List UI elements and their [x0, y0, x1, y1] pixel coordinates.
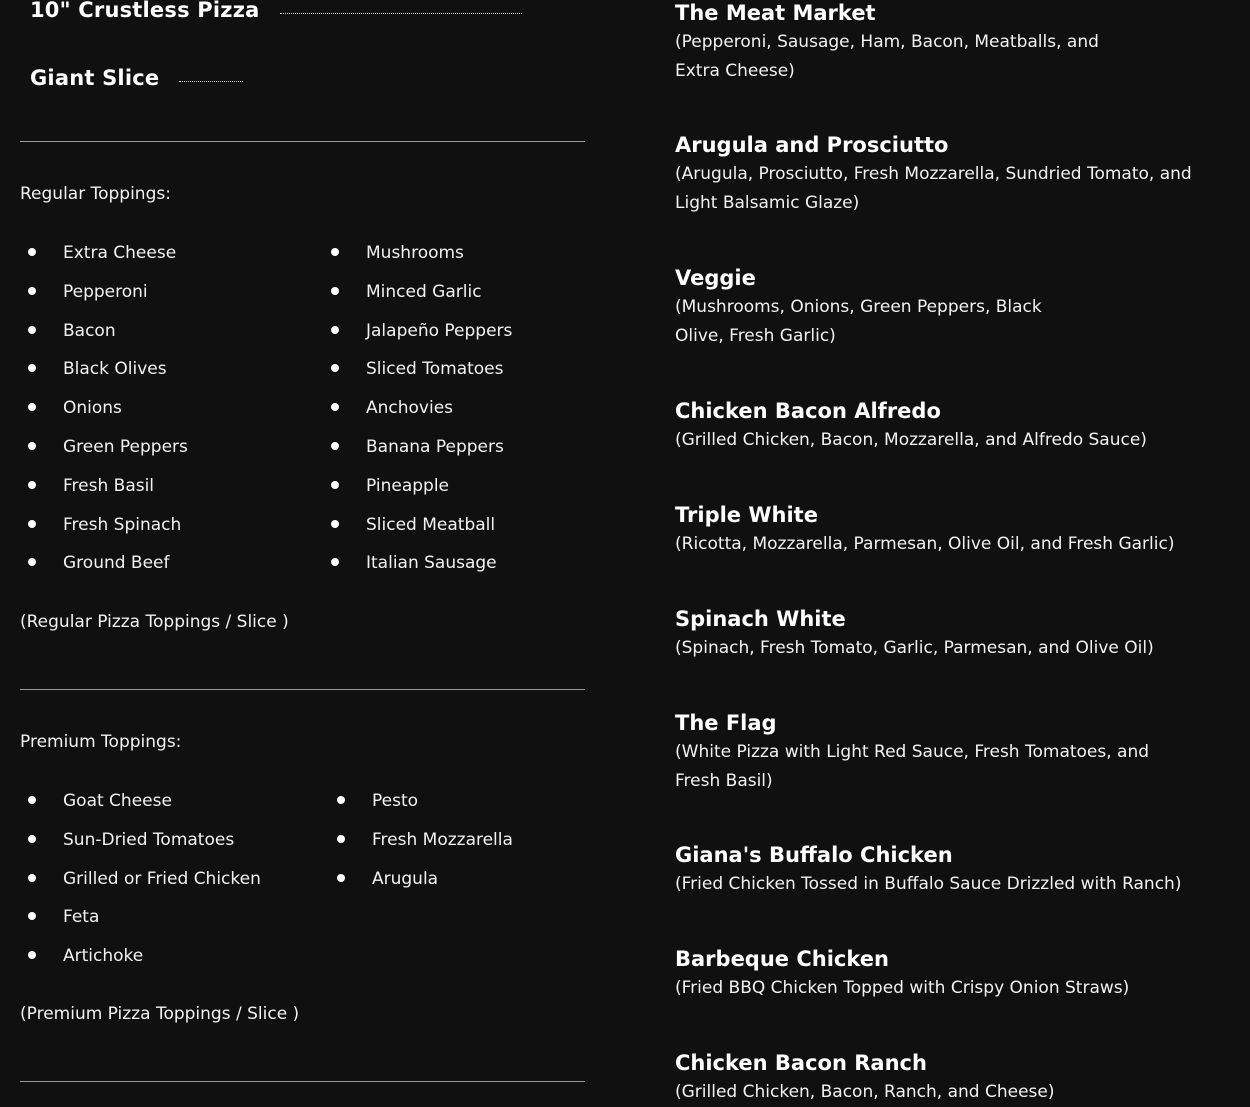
bullet-icon	[28, 558, 36, 566]
divider	[20, 689, 585, 690]
list-item	[28, 398, 188, 437]
menu-item-crustless-pizza	[30, 0, 522, 22]
topping-label: Sliced Tomatoes	[366, 359, 504, 380]
bullet-icon	[331, 520, 339, 528]
bullet-icon	[331, 364, 339, 372]
pizza-chicken-bacon-alfredo	[675, 398, 1235, 455]
topping-label: Banana Peppers	[366, 436, 504, 457]
list-item	[331, 515, 512, 554]
topping-label: Onions	[63, 398, 122, 419]
list-item	[28, 907, 261, 946]
pizza-description: (Grilled Chicken, Bacon, Mozzarella, and Alfredo Sauce)	[675, 430, 1147, 450]
list-item	[337, 830, 513, 869]
bullet-icon	[331, 558, 339, 566]
pizza-chicken-bacon-ranch	[675, 1050, 1235, 1107]
divider	[20, 1081, 585, 1082]
bullet-icon	[28, 442, 36, 450]
premium-toppings-heading: Premium Toppings:	[20, 732, 182, 752]
pizza-buffalo-chicken	[675, 842, 1235, 899]
pizza-description: (White Pizza with Light Red Sauce, Fresh Tomatoes, and Fresh Basil)	[675, 742, 1150, 791]
pizza-name: Arugula and Prosciutto	[675, 133, 949, 157]
bullet-icon	[331, 287, 339, 295]
topping-label: Arugula	[372, 868, 439, 889]
regular-toppings-note: (Regular Pizza Toppings / Slice )	[20, 612, 289, 632]
bullet-icon	[331, 248, 339, 256]
list-item	[28, 321, 188, 360]
pizza-the-flag	[675, 710, 1235, 796]
pizza-name: Chicken Bacon Ranch	[675, 1051, 927, 1075]
list-item	[28, 282, 188, 321]
list-item	[331, 359, 512, 398]
pizza-veggie	[675, 265, 1235, 351]
list-item	[331, 553, 512, 592]
menu-item-name: 10" Crustless Pizza	[30, 0, 260, 22]
pizza-spinach-white	[675, 606, 1235, 663]
topping-label: Pepperoni	[63, 281, 148, 302]
bullet-icon	[28, 951, 36, 959]
pizza-description: (Arugula, Prosciutto, Fresh Mozzarella, Sundried Tomato, and Light Balsamic Glaze)	[675, 164, 1192, 213]
topping-label: Pesto	[372, 791, 419, 811]
left-column	[0, 0, 600, 1097]
topping-label: Minced Garlic	[366, 281, 482, 302]
topping-label: Italian Sausage	[366, 553, 497, 574]
premium-toppings-column-1	[28, 791, 261, 985]
pizza-name: The Meat Market	[675, 1, 876, 25]
topping-label: Anchovies	[366, 398, 454, 419]
bullet-icon	[337, 835, 345, 843]
topping-label: Fresh Mozzarella	[372, 829, 513, 850]
bullet-icon	[28, 403, 36, 411]
topping-label: Ground Beef	[63, 553, 170, 574]
bullet-icon	[28, 835, 36, 843]
pizza-name: The Flag	[675, 711, 777, 735]
list-item	[28, 869, 261, 908]
bullet-icon	[28, 326, 36, 334]
pizza-name: Spinach White	[675, 607, 846, 631]
regular-toppings-column-1	[28, 243, 188, 592]
bullet-icon	[28, 874, 36, 882]
menu-item-giant-slice	[30, 66, 243, 90]
pizza-arugula-prosciutto	[675, 132, 1235, 218]
bullet-icon	[337, 874, 345, 882]
list-item	[337, 791, 513, 830]
bullet-icon	[331, 403, 339, 411]
pizza-name: Triple White	[675, 503, 818, 527]
bullet-icon	[28, 364, 36, 372]
regular-toppings-heading: Regular Toppings:	[20, 184, 171, 204]
list-item	[331, 437, 512, 476]
specialty-pizzas-column	[675, 0, 1235, 1102]
list-item	[28, 243, 188, 282]
topping-label: Jalapeño Peppers	[366, 320, 513, 341]
pizza-description: (Fried BBQ Chicken Topped with Crispy Onion Straws)	[675, 978, 1130, 998]
list-item	[331, 321, 512, 360]
list-item	[28, 830, 261, 869]
bullet-icon	[28, 287, 36, 295]
pizza-triple-white	[675, 502, 1235, 559]
list-item	[28, 946, 261, 985]
topping-label: Sun-Dried Tomatoes	[63, 829, 235, 850]
topping-label: Artichoke	[63, 946, 144, 967]
topping-label: Fresh Spinach	[63, 514, 182, 535]
topping-label: Mushrooms	[366, 243, 464, 263]
regular-toppings-column-2	[331, 243, 512, 592]
pizza-meat-market	[675, 0, 1235, 86]
pizza-barbeque-chicken	[675, 946, 1235, 1003]
premium-toppings-note: (Premium Pizza Toppings / Slice )	[20, 1004, 300, 1024]
topping-label: Pineapple	[366, 475, 450, 496]
topping-label: Grilled or Fried Chicken	[63, 868, 261, 889]
pizza-description: (Spinach, Fresh Tomato, Garlic, Parmesan, and Olive Oil)	[675, 638, 1154, 658]
pizza-description: (Grilled Chicken, Bacon, Ranch, and Cheese)	[675, 1082, 1055, 1102]
topping-label: Sliced Meatball	[366, 514, 496, 535]
premium-toppings-column-2	[337, 791, 513, 907]
list-item	[331, 243, 512, 282]
divider	[20, 141, 585, 142]
bullet-icon	[331, 326, 339, 334]
list-item	[28, 359, 188, 398]
topping-label: Bacon	[63, 320, 116, 341]
bullet-icon	[337, 796, 345, 804]
pizza-description: (Ricotta, Mozzarella, Parmesan, Olive Oil, and Fresh Garlic)	[675, 534, 1175, 554]
pizza-name: Chicken Bacon Alfredo	[675, 399, 941, 423]
bullet-icon	[28, 248, 36, 256]
pizza-name: Veggie	[675, 266, 756, 290]
list-item	[331, 476, 512, 515]
list-item	[28, 553, 188, 592]
bullet-icon	[28, 912, 36, 920]
list-item	[331, 398, 512, 437]
pizza-description: (Pepperoni, Sausage, Ham, Bacon, Meatballs, and Extra Cheese)	[675, 32, 1099, 81]
bullet-icon	[331, 442, 339, 450]
bullet-icon	[28, 796, 36, 804]
list-item	[337, 869, 513, 908]
topping-label: Feta	[63, 907, 100, 928]
dotted-leader	[280, 13, 522, 14]
list-item	[28, 515, 188, 554]
list-item	[28, 476, 188, 515]
topping-label: Fresh Basil	[63, 475, 155, 496]
pizza-description: (Fried Chicken Tossed in Buffalo Sauce Drizzled with Ranch)	[675, 874, 1182, 894]
topping-label: Goat Cheese	[63, 791, 172, 811]
list-item	[331, 282, 512, 321]
menu-item-name: Giant Slice	[30, 66, 160, 90]
pizza-description: (Mushrooms, Onions, Green Peppers, Black Olive, Fresh Garlic)	[675, 297, 1042, 346]
topping-label: Green Peppers	[63, 436, 188, 457]
bullet-icon	[28, 520, 36, 528]
bullet-icon	[28, 481, 36, 489]
list-item	[28, 791, 261, 830]
dotted-leader	[179, 81, 243, 82]
list-item	[28, 437, 188, 476]
bullet-icon	[331, 481, 339, 489]
topping-label: Black Olives	[63, 359, 167, 380]
pizza-name: Barbeque Chicken	[675, 947, 889, 971]
pizza-name: Giana's Buffalo Chicken	[675, 843, 953, 867]
topping-label: Extra Cheese	[63, 243, 177, 263]
